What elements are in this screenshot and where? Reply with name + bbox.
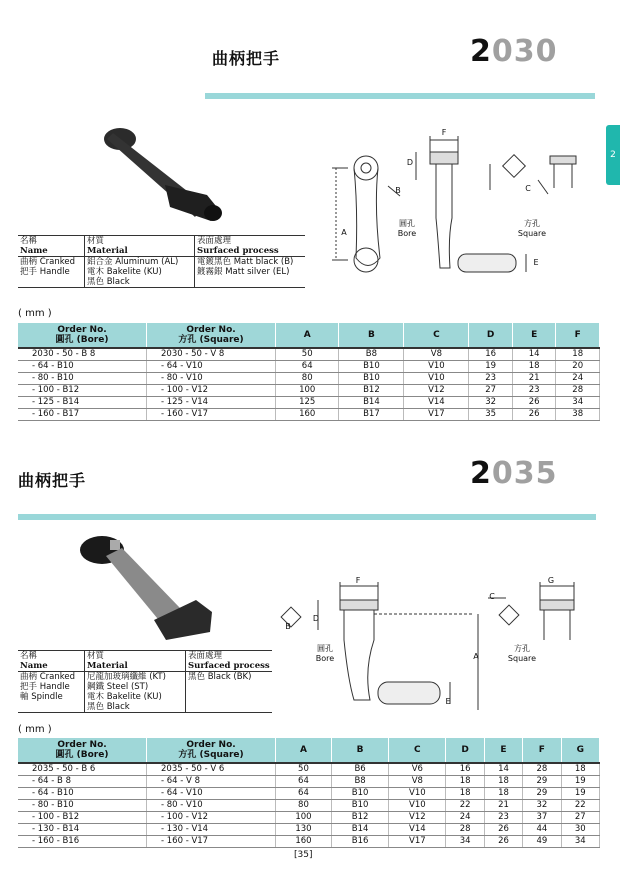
table-cell: - 160 - B17 xyxy=(18,409,147,421)
table-cell: 14 xyxy=(484,763,522,776)
section1-material-table: 名稱 材質 表面處理 Name Material Surfaced process 曲柄 Cranked 鋁合金 Aluminum (AL) 電鍍黑色 Matt black (B) 把手 Handle 電木 Bakelite (KU) 鍍霧銀 Matt silver (EL) 黑色 Black xyxy=(18,235,305,288)
table-cell: 28 xyxy=(446,824,484,836)
table-cell: - 130 - B14 xyxy=(18,824,147,836)
table-cell: 160 xyxy=(276,409,339,421)
s2-th-square: Order No. 方孔 (Square) xyxy=(147,738,276,763)
table-cell: V10 xyxy=(404,361,469,373)
s1-square-label: 方孔 Square xyxy=(517,219,547,238)
table-cell: V17 xyxy=(404,409,469,421)
table-row xyxy=(18,788,600,800)
table-row xyxy=(18,836,600,848)
table-row xyxy=(18,824,600,836)
table-cell: - 100 - B12 xyxy=(18,385,147,397)
crank-handle-photo-2030 xyxy=(95,125,230,225)
table-cell: V14 xyxy=(404,397,469,409)
table-row xyxy=(18,361,600,373)
section2-unit: ( mm ) xyxy=(18,724,52,735)
table-row xyxy=(18,763,600,776)
table-cell: 26 xyxy=(484,824,522,836)
table-cell: 26 xyxy=(512,409,556,421)
table-cell: 2030 - 50 - B 8 xyxy=(18,348,147,361)
table-cell: 34 xyxy=(446,836,484,848)
table-cell: 23 xyxy=(512,385,556,397)
table-cell: 22 xyxy=(561,800,599,812)
table-cell: 23 xyxy=(484,812,522,824)
table-cell: 30 xyxy=(561,824,599,836)
table-cell: B16 xyxy=(331,836,388,848)
s1-label-e: E xyxy=(533,258,539,267)
table-cell: V12 xyxy=(389,812,446,824)
table-cell: 29 xyxy=(523,776,561,788)
table-cell: - 130 - V14 xyxy=(147,824,276,836)
side-tab[interactable]: 2 xyxy=(606,125,620,185)
table-row xyxy=(18,812,600,824)
table-cell: 50 xyxy=(276,348,339,361)
s1-th-square: Order No. 方孔 (Square) xyxy=(147,323,276,348)
s2-th-bore: Order No. 圓孔 (Bore) xyxy=(18,738,147,763)
table-cell: B10 xyxy=(331,788,388,800)
table-cell: 100 xyxy=(276,385,339,397)
table-cell: 24 xyxy=(446,812,484,824)
table-cell: - 80 - B10 xyxy=(18,800,147,812)
table-cell: - 64 - V 8 xyxy=(147,776,276,788)
table-cell: 125 xyxy=(276,397,339,409)
table-cell: 21 xyxy=(484,800,522,812)
table-cell: 19 xyxy=(561,788,599,800)
table-cell: - 64 - B10 xyxy=(18,361,147,373)
table-cell: B8 xyxy=(339,348,404,361)
table-row xyxy=(18,409,600,421)
table-cell: 130 xyxy=(276,824,332,836)
table-cell: V17 xyxy=(389,836,446,848)
table-cell: 160 xyxy=(276,836,332,848)
section2-spec-table: Order No. 圓孔 (Bore) Order No. 方孔 (Square) A B C D E F G 2035 - 50 - B 6 2035 - 50 - V 6 50 B6 V6 16 14 28 18 - 64 - B 8 - 64 - V 8 64 B8 V8 18 18 29 19 - 64 - B10 - 64 - V10 64 B10 V10 18 18 29 19 - 80 - B10 - 80 - V10 80 B10 V10 22 21 32 22 - 100 - B12 - 100 - V12 100 B12 V12 24 23 37 27 - 130 - B14 - 130 - V14 130 B14 V14 28 26 44 30 - 160 - B16 - 160 - V17 160 B16 V17 34 26 49 34 xyxy=(18,738,600,848)
s1-label-d: D xyxy=(406,158,414,167)
table-cell: 14 xyxy=(512,348,556,361)
table-row xyxy=(18,776,600,788)
s2-label-c: C xyxy=(489,592,495,601)
table-cell: 26 xyxy=(512,397,556,409)
table-cell: 2035 - 50 - V 6 xyxy=(147,763,276,776)
page-number: [35] xyxy=(294,850,313,860)
table-cell: 22 xyxy=(446,800,484,812)
s2-label-d: D xyxy=(312,614,320,623)
s1-bore-label: 圓孔 Bore xyxy=(397,219,417,238)
table-cell: 64 xyxy=(276,361,339,373)
table-cell: - 64 - V10 xyxy=(147,361,276,373)
table-cell: - 160 - V17 xyxy=(147,409,276,421)
table-cell: B10 xyxy=(331,800,388,812)
table-cell: 26 xyxy=(484,836,522,848)
table-cell: 18 xyxy=(512,361,556,373)
s2-square-label: 方孔 Square xyxy=(507,644,537,663)
table-cell: 20 xyxy=(556,361,600,373)
table-cell: B12 xyxy=(331,812,388,824)
table-cell: 44 xyxy=(523,824,561,836)
table-cell: B8 xyxy=(331,776,388,788)
s1-label-b: B xyxy=(395,186,401,195)
table-cell: 16 xyxy=(469,348,513,361)
table-cell: 16 xyxy=(446,763,484,776)
section2-spec-rows xyxy=(18,763,600,848)
table-cell: - 64 - V10 xyxy=(147,788,276,800)
table-cell: V12 xyxy=(404,385,469,397)
table-cell: 34 xyxy=(561,836,599,848)
table-cell: 29 xyxy=(523,788,561,800)
table-cell: 18 xyxy=(484,788,522,800)
table-cell: V8 xyxy=(404,348,469,361)
table-cell: 50 xyxy=(276,763,332,776)
table-cell: 24 xyxy=(556,373,600,385)
table-cell: B10 xyxy=(339,361,404,373)
table-cell: B14 xyxy=(339,397,404,409)
table-cell: 2035 - 50 - B 6 xyxy=(18,763,147,776)
table-cell: - 64 - B10 xyxy=(18,788,147,800)
table-cell: B17 xyxy=(339,409,404,421)
s1-label-a: A xyxy=(341,228,347,237)
table-cell: 34 xyxy=(556,397,600,409)
table-row xyxy=(18,397,600,409)
table-cell: 80 xyxy=(276,800,332,812)
table-cell: 80 xyxy=(276,373,339,385)
table-cell: 18 xyxy=(561,763,599,776)
table-cell: B12 xyxy=(339,385,404,397)
table-cell: - 160 - B16 xyxy=(18,836,147,848)
table-cell: B6 xyxy=(331,763,388,776)
table-cell: 64 xyxy=(276,788,332,800)
table-cell: V10 xyxy=(404,373,469,385)
table-cell: B14 xyxy=(331,824,388,836)
section1-header-bar xyxy=(205,93,595,99)
table-cell: - 80 - V10 xyxy=(147,800,276,812)
section1-spec-table: Order No. 圓孔 (Bore) Order No. 方孔 (Square) A B C D E F 2030 - 50 - B 8 2030 - 50 - V 8 50 B8 V8 16 14 18 - 64 - B10 - 64 - V10 64 B10 V10 19 18 20 - 80 - B10 - 80 - V10 80 B10 V10 23 21 24 - 100 - B12 - 100 - V12 100 B12 V12 27 23 28 - 125 - B14 - 125 - V14 125 B14 V14 32 26 34 - 160 - B17 - 160 - V17 160 B17 V17 35 26 38 xyxy=(18,323,600,421)
table-cell: 19 xyxy=(561,776,599,788)
s2-label-a: A xyxy=(473,652,479,661)
table-cell: 64 xyxy=(276,776,332,788)
section2-model-number: 2035 xyxy=(470,456,558,491)
table-cell: - 100 - B12 xyxy=(18,812,147,824)
table-cell: V10 xyxy=(389,800,446,812)
table-cell: 32 xyxy=(523,800,561,812)
table-cell: - 80 - V10 xyxy=(147,373,276,385)
section2-material-table: 名稱 材質 表面處理 Name Material Surfaced process 曲柄 Cranked 尼龍加玻璃纖維 (KT) 黑色 Black (BK) 把手 Handle 鋼鐵 Steel (ST) 軸 Spindle 電木 Bakelite (KU) 黑色 Black xyxy=(18,650,272,713)
s1-th-bore: Order No. 圓孔 (Bore) xyxy=(18,323,147,348)
table-cell: 27 xyxy=(469,385,513,397)
table-row xyxy=(18,800,600,812)
s2-label-g: G xyxy=(547,576,555,585)
s2-label-e: E xyxy=(445,697,451,706)
table-cell: 38 xyxy=(556,409,600,421)
section2-title: 曲柄把手 xyxy=(18,471,87,490)
table-cell: V8 xyxy=(389,776,446,788)
table-cell: V14 xyxy=(389,824,446,836)
s1-label-f: F xyxy=(441,128,447,137)
s1-label-c: C xyxy=(525,184,531,193)
section1-spec-rows xyxy=(18,348,600,421)
table-cell: 27 xyxy=(561,812,599,824)
section1-model-number: 2030 xyxy=(470,34,558,69)
table-cell: 21 xyxy=(512,373,556,385)
table-cell: - 100 - V12 xyxy=(147,812,276,824)
table-cell: 100 xyxy=(276,812,332,824)
table-row xyxy=(18,385,600,397)
table-cell: - 160 - V17 xyxy=(147,836,276,848)
table-cell: 19 xyxy=(469,361,513,373)
table-cell: - 125 - B14 xyxy=(18,397,147,409)
table-cell: B10 xyxy=(339,373,404,385)
table-row xyxy=(18,373,600,385)
table-cell: 35 xyxy=(469,409,513,421)
table-cell: V6 xyxy=(389,763,446,776)
s2-label-f: F xyxy=(355,576,361,585)
s2-bore-label: 圓孔 Bore xyxy=(315,644,335,663)
section2-header-bar xyxy=(18,514,596,520)
table-cell: 28 xyxy=(556,385,600,397)
table-cell: - 125 - V14 xyxy=(147,397,276,409)
table-cell: 2030 - 50 - V 8 xyxy=(147,348,276,361)
s2-label-b: B xyxy=(285,622,291,631)
table-cell: V10 xyxy=(389,788,446,800)
table-cell: 37 xyxy=(523,812,561,824)
section1-unit: ( mm ) xyxy=(18,308,52,319)
table-cell: 49 xyxy=(523,836,561,848)
table-cell: 18 xyxy=(484,776,522,788)
table-cell: 18 xyxy=(556,348,600,361)
table-cell: 23 xyxy=(469,373,513,385)
section1-technical-drawing xyxy=(318,118,588,283)
table-cell: - 80 - B10 xyxy=(18,373,147,385)
table-cell: 28 xyxy=(523,763,561,776)
table-cell: - 64 - B 8 xyxy=(18,776,147,788)
table-cell: - 100 - V12 xyxy=(147,385,276,397)
table-cell: 32 xyxy=(469,397,513,409)
table-row xyxy=(18,348,600,361)
crank-handle-photo-2035 xyxy=(62,528,222,643)
table-cell: 18 xyxy=(446,776,484,788)
section1-title: 曲柄把手 xyxy=(212,49,281,68)
table-cell: 18 xyxy=(446,788,484,800)
